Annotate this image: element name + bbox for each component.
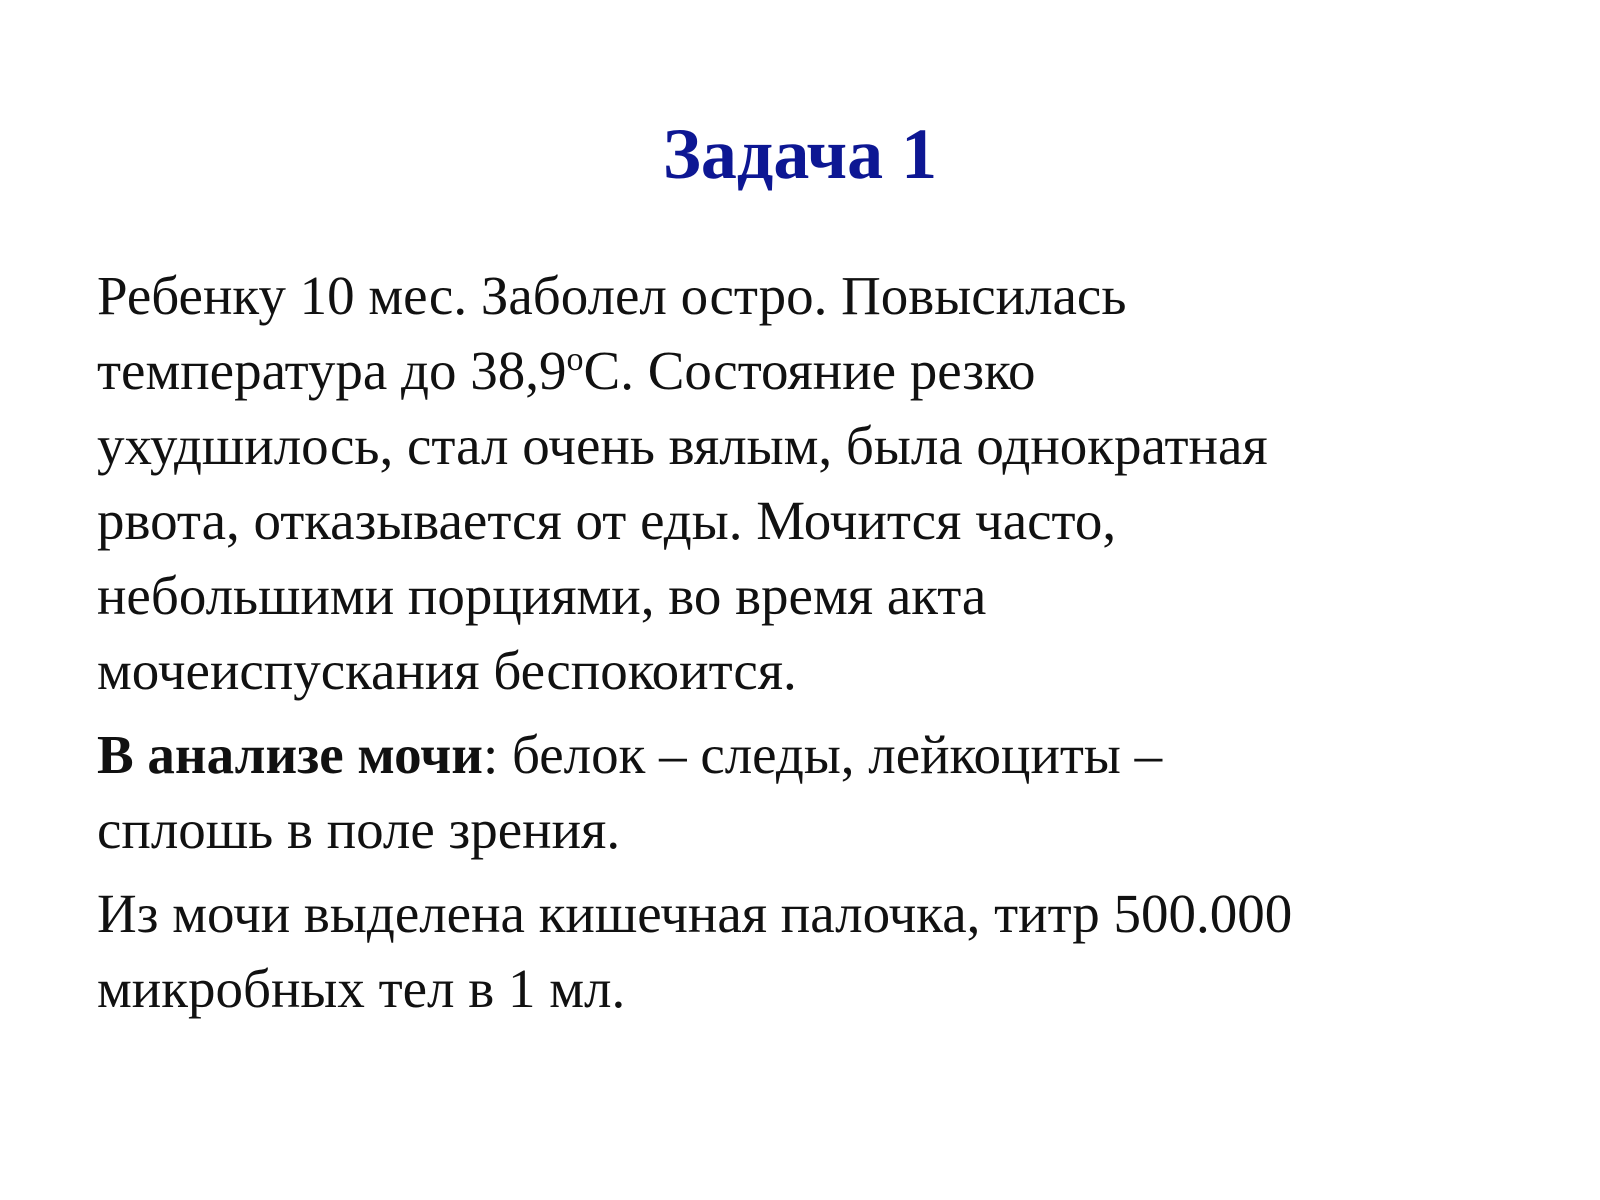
- temperature-line: [97, 333, 1557, 408]
- text-segment: температура до 38,9: [97, 340, 567, 401]
- urinalysis-paragraph: [97, 717, 1557, 867]
- text-line: микробных тел в 1 мл.: [97, 958, 626, 1019]
- text-line: мочеиспускания беспокоится.: [97, 640, 797, 701]
- task-text: [97, 258, 1557, 1035]
- text-segment: : белок – следы, лейкоциты –: [482, 724, 1163, 785]
- culture-paragraph: [97, 876, 1557, 1026]
- degree-superscript: о: [566, 341, 584, 378]
- slide-title: Задача 1: [662, 114, 938, 194]
- text-line: небольшими порциями, во время акта: [97, 565, 987, 626]
- text-line: Ребенку 10 мес. Заболел остро. Повысилась: [97, 265, 1127, 326]
- text-segment: С. Состояние резко: [583, 340, 1036, 401]
- text-line: сплошь в поле зрения.: [97, 799, 621, 860]
- text-line: рвота, отказывается от еды. Мочится часто,: [97, 490, 1117, 551]
- text-line: Из мочи выделена кишечная палочка, титр 500.000: [97, 883, 1293, 944]
- text-line: ухудшилось, стал очень вялым, была однократная: [97, 415, 1268, 476]
- urinalysis-label: В анализе мочи: [97, 724, 483, 785]
- case-description-paragraph: [97, 258, 1557, 708]
- urinalysis-line: [97, 717, 1557, 792]
